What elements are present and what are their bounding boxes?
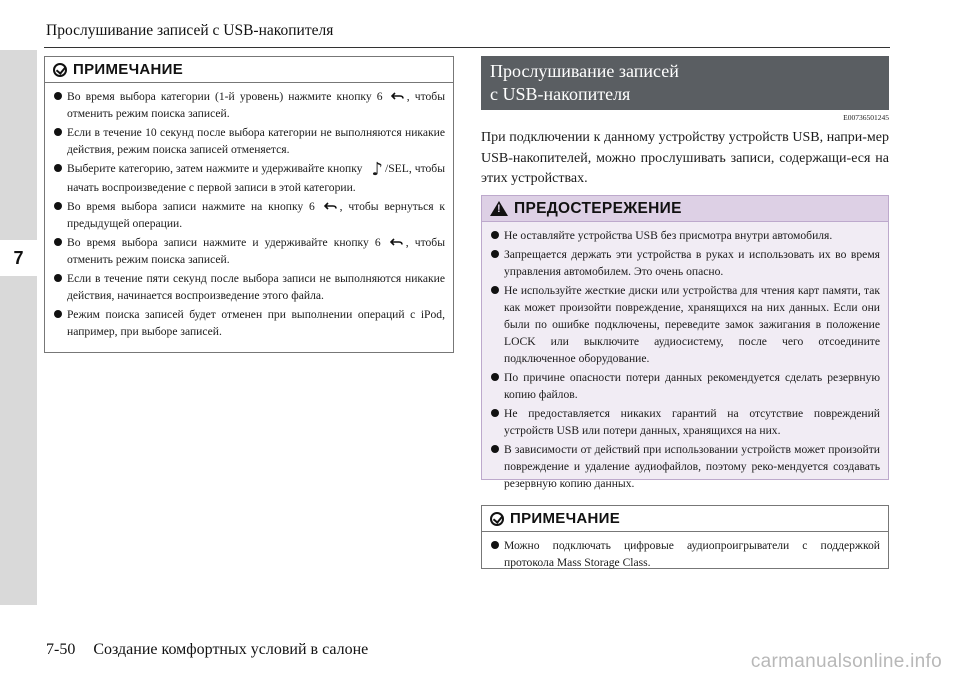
list-item <box>53 234 445 268</box>
list-item <box>53 88 445 122</box>
item-text: Если в течение 10 секунд после выбора категории не выполняются никакие действия, режим поиска записей отменяется. <box>67 126 445 156</box>
list-item: Можно подключать цифровые аудиопроигрыватели с поддержкой протокола Mass Storage Class. <box>490 537 880 571</box>
list-item: Не оставляйте устройства USB без присмотра внутри автомобиля. <box>490 227 880 244</box>
page-footer <box>46 641 368 659</box>
note-heading: ПРИМЕЧАНИЕ <box>510 510 621 527</box>
item-text: , чтобы вернуться к предыдущей операции. <box>67 200 446 230</box>
item-text: , чтобы отменить режим поиска записей. <box>67 236 445 266</box>
item-text: Режим поиска записей будет отменен при выполнении операций с iPod, например, при выборе записей. <box>67 308 445 338</box>
list-item <box>53 198 445 232</box>
watermark: carmanualsonline.info <box>750 651 942 672</box>
page-number: 7-50 <box>46 641 76 658</box>
note-list <box>482 532 888 577</box>
back-arrow-icon <box>390 238 403 247</box>
music-note-icon: ♪ <box>371 159 384 180</box>
list-item <box>53 306 445 340</box>
section-code: E00736501245 <box>843 113 889 122</box>
item-text: /SEL, чтобы начать воспроизведение с первой записи в этой категории. <box>67 162 445 194</box>
caution-heading: ПРЕДОСТЕРЕЖЕНИЕ <box>514 199 682 217</box>
checkmark-circle-icon <box>490 512 504 526</box>
warning-triangle-icon <box>490 201 508 216</box>
item-text: Во время выбора записи нажмите на кнопку 6 <box>67 200 315 213</box>
chapter-tab: 7 <box>0 240 37 276</box>
caution-header <box>482 196 888 222</box>
list-item <box>53 124 445 158</box>
note-header <box>482 506 888 532</box>
side-strip <box>0 50 37 605</box>
page-header: Прослушивание записей с USB-накопителя <box>46 22 334 39</box>
list-item: Не используйте жесткие диски или устройства для чтения карт памяти, так как может произойти повреждение, хранящихся на них данных. Если они были по ошибке подключены, переведите замок зажигания в положение LOCK или выключите аудиосистему, после чего отсоедините подключенное оборудование. <box>490 282 880 367</box>
section-title-line-2: с USB-накопителя <box>490 84 631 104</box>
section-title <box>481 56 889 110</box>
item-text: , чтобы отменить режим поиска записей. <box>67 90 445 120</box>
caution-box <box>481 195 889 490</box>
header-rule <box>44 47 890 48</box>
caution-list <box>482 222 888 498</box>
list-item: Не предоставляется никаких гарантий на отсутствие повреждений устройств USB или потери данных, хранящихся на них. <box>490 405 880 439</box>
note-header <box>45 57 453 83</box>
back-arrow-icon <box>324 202 337 211</box>
item-text: Если в течение пяти секунд после выбора записи не выполняются никакие действия, начинается воспроизведение этого файла. <box>67 272 445 302</box>
item-text: Во время выбора категории (1-й уровень) нажмите кнопку 6 <box>67 90 383 103</box>
section-title-line-1: Прослушивание записей <box>490 61 679 81</box>
item-text: Выберите категорию, затем нажмите и удерживайте кнопку <box>67 162 363 175</box>
note-heading: ПРИМЕЧАНИЕ <box>73 61 184 78</box>
list-item <box>53 270 445 304</box>
note-box <box>44 56 454 353</box>
checkmark-circle-icon <box>53 63 67 77</box>
list-item: В зависимости от действий при использовании устройств может произойти повреждение и удаление аудиофайлов, поэтому реко-мендуется создавать резервную копию данных. <box>490 441 880 492</box>
item-text: Во время выбора записи нажмите и удерживайте кнопку 6 <box>67 236 381 249</box>
back-arrow-icon <box>391 92 404 101</box>
list-item: По причине опасности потери данных рекомендуется сделать резервную копию файлов. <box>490 369 880 403</box>
intro-paragraph: При подключении к данному устройству устройств USB, напри-мер USB-накопителей, можно прослушивать записи, содержащи-еся на этих устройствах. <box>481 130 889 186</box>
list-item <box>53 160 445 196</box>
note-list <box>45 83 453 346</box>
list-item: Запрещается держать эти устройства в руках и использовать их во время управления автомобилем. Это очень опасно. <box>490 246 880 280</box>
note-box-2 <box>481 505 889 569</box>
footer-section-name: Создание комфортных условий в салоне <box>93 641 369 658</box>
